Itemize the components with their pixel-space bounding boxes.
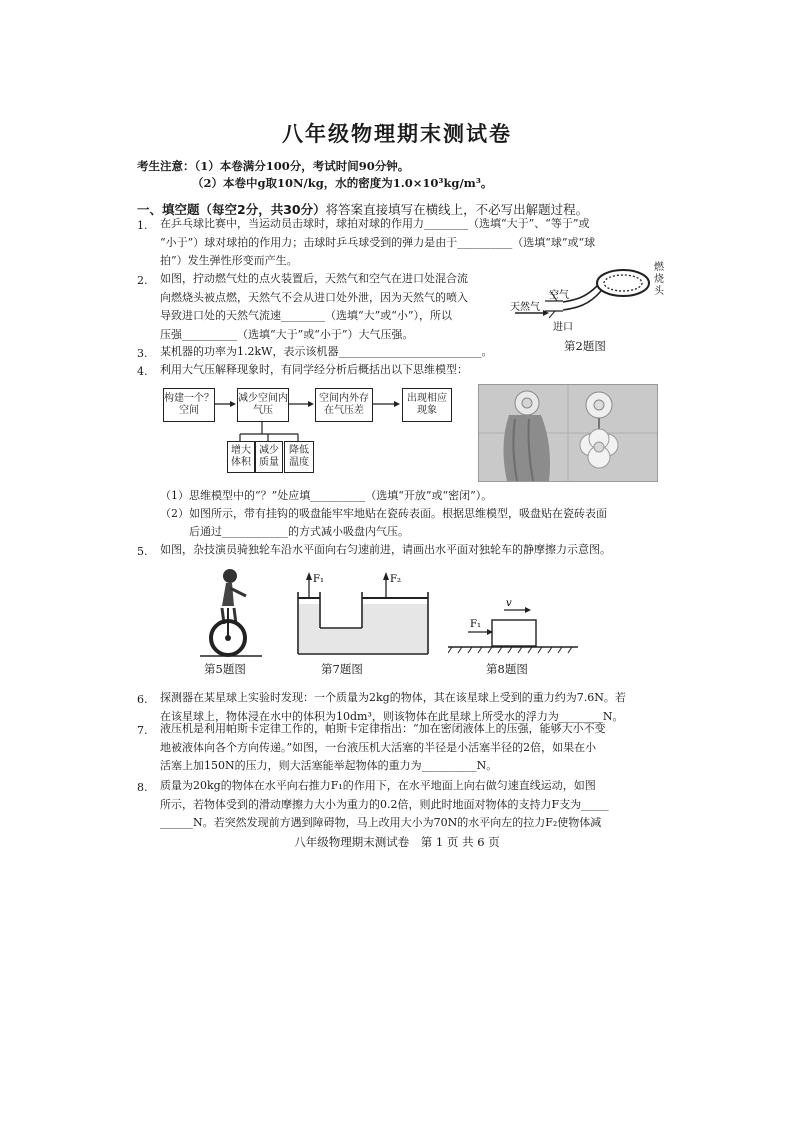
question-8 — [160, 777, 609, 833]
question-7-line: 液压机是利用帕斯卡定律工作的，帕斯卡定律指出：“加在密闭液体上的压强，能够大小不变 — [160, 722, 606, 735]
question-2-number: 2. — [137, 274, 148, 287]
label-inlet: 进口 — [553, 322, 573, 333]
question-8-line: 质量为20kg的物体在水平向右推力F₁的作用下，在水平地面上向右做匀速直线运动，如图 — [160, 779, 596, 792]
figure-8-block-diagram — [448, 596, 580, 660]
question-3: 某机器的功率为1.2kW，表示该机器__________________________。 — [160, 345, 493, 358]
figure-8-caption: 第8题图 — [486, 662, 528, 676]
figure-5-caption: 第5题图 — [204, 662, 246, 676]
question-2 — [160, 270, 468, 344]
notice-line-1 — [137, 158, 409, 174]
notice-item-2: （2）本卷中g取10N/kg，水的密度为1.0×10³kg/m³。 — [192, 176, 493, 190]
question-6-number: 6. — [137, 693, 148, 706]
label-f2: F₂ — [390, 574, 401, 585]
question-1-line: 拍”）发生弹性形变而产生。 — [160, 254, 298, 267]
label-velocity: v — [506, 598, 512, 609]
flow-sub-reduce-mass: 减少质量 — [255, 441, 283, 473]
flow-sub-lower-temperature: 降低温度 — [284, 441, 314, 473]
suction-hook-illustration — [479, 385, 657, 481]
question-1-line: “小于”）球对球拍的作用力；击球时乒乓球受到的弹力是由于__________（选填“球”或“球 — [160, 235, 596, 249]
question-7-line: 活塞上加150N的压力，则大活塞能举起物体的重力为__________N。 — [160, 759, 498, 772]
flow-box-phenomenon: 出现相应现象 — [402, 388, 452, 422]
question-4-sub-1: （1）思维模型中的“？”处应填__________（选填“开放”或“密闭”）。 — [160, 489, 493, 502]
question-1-number: 1. — [137, 219, 148, 232]
question-2-line: 导致进口处的天然气流速________（选填“大”或“小”），所以 — [160, 309, 452, 322]
figure-7-hydraulic-press — [292, 568, 432, 660]
question-5-number: 5. — [137, 545, 148, 558]
question-1-line: 在乒乓球比赛中，当运动员击球时，球拍对球的作用力________（选填“大于”、“等于”或 — [160, 217, 590, 230]
label-natural-gas: 天然气 — [510, 302, 540, 313]
label-f1: F₁ — [470, 619, 481, 630]
figure-2-caption: 第2题图 — [564, 339, 606, 353]
question-4-intro: 利用大气压解释现象时，有同学经分析后概括出以下思维模型： — [160, 363, 468, 376]
question-8-number: 8. — [137, 781, 148, 794]
exam-title: 八年级物理期末测试卷 — [282, 122, 512, 146]
question-7-number: 7. — [137, 724, 148, 737]
notice-label: 考生注意： — [137, 159, 195, 173]
flow-box-build-space: 构建一个？空间 — [163, 388, 215, 422]
section-instruction: 将答案直接填写在横线上，不必写出解题过程。 — [325, 202, 589, 217]
label-burner-head: 燃烧头 — [654, 262, 664, 297]
suction-hook-photo — [478, 384, 658, 482]
flow-box-reduce-pressure: 减少空间内气压 — [237, 388, 289, 422]
label-air: 空气 — [549, 290, 569, 301]
question-4-number: 4. — [137, 365, 148, 378]
question-3-number: 3. — [137, 347, 148, 360]
question-2-line: 压强__________（选填“大于”或“小于”）大气压强。 — [160, 327, 414, 341]
label-f1: F₁ — [313, 574, 324, 585]
question-6-line: 探测器在某星球上实验时发现：一个质量为2kg的物体，其在该星球上受到的重力约为7.6N。若 — [160, 691, 626, 704]
flow-sub-increase-volume: 增大体积 — [227, 441, 255, 473]
question-2-line: 向燃烧头被点燃，天然气不会从进口处外泄，因为天然气的喷入 — [160, 290, 468, 304]
question-4-sub-2: （2）如图所示，带有挂钩的吸盘能牢牢地贴在瓷砖表面。根据思维模型，吸盘贴在瓷砖表面 — [160, 507, 607, 520]
figure-7-caption: 第7题图 — [321, 662, 363, 676]
section-title: 一、填空题（每空2分，共30分） — [137, 202, 326, 217]
question-2-line: 如图，拧动燃气灶的点火装置后，天然气和空气在进口处混合流 — [160, 272, 468, 285]
question-8-line: 所示，若物体受到的滑动摩擦力大小为重力的0.2倍，则此时地面对物体的支持力F支为_____ — [160, 797, 609, 811]
page-footer: 八年级物理期末测试卷 第 1 页 共 6 页 — [294, 835, 500, 849]
question-4-sub-2-cont: 后通过____________的方式减小吸盘内气压。 — [189, 525, 409, 538]
question-7-line: 地被液体向各个方向传递。”如图，一台液压机大活塞的半径是小活塞半径的2倍，如果在小 — [160, 740, 597, 754]
notice-item-1: （1）本卷满分100分，考试时间90分钟。 — [194, 159, 410, 173]
figure-5-unicycle — [200, 566, 265, 658]
question-7 — [160, 720, 606, 776]
question-8-line: ______N。若突然发现前方遇到障碍物，马上改用大小为70N的水平向左的拉力F₂使物体减 — [160, 816, 602, 829]
flow-box-pressure-difference: 空间内外存在气压差 — [315, 388, 373, 422]
question-5: 如图，杂技演员骑独轮车沿水平面向右匀速前进，请画出水平面对独轮车的静摩擦力示意图。 — [160, 543, 611, 556]
question-6-line: 在该星球上，物体浸在水中的体积为10dm³，则该物体在此星球上所受水的浮力为________N。 — [160, 709, 624, 723]
